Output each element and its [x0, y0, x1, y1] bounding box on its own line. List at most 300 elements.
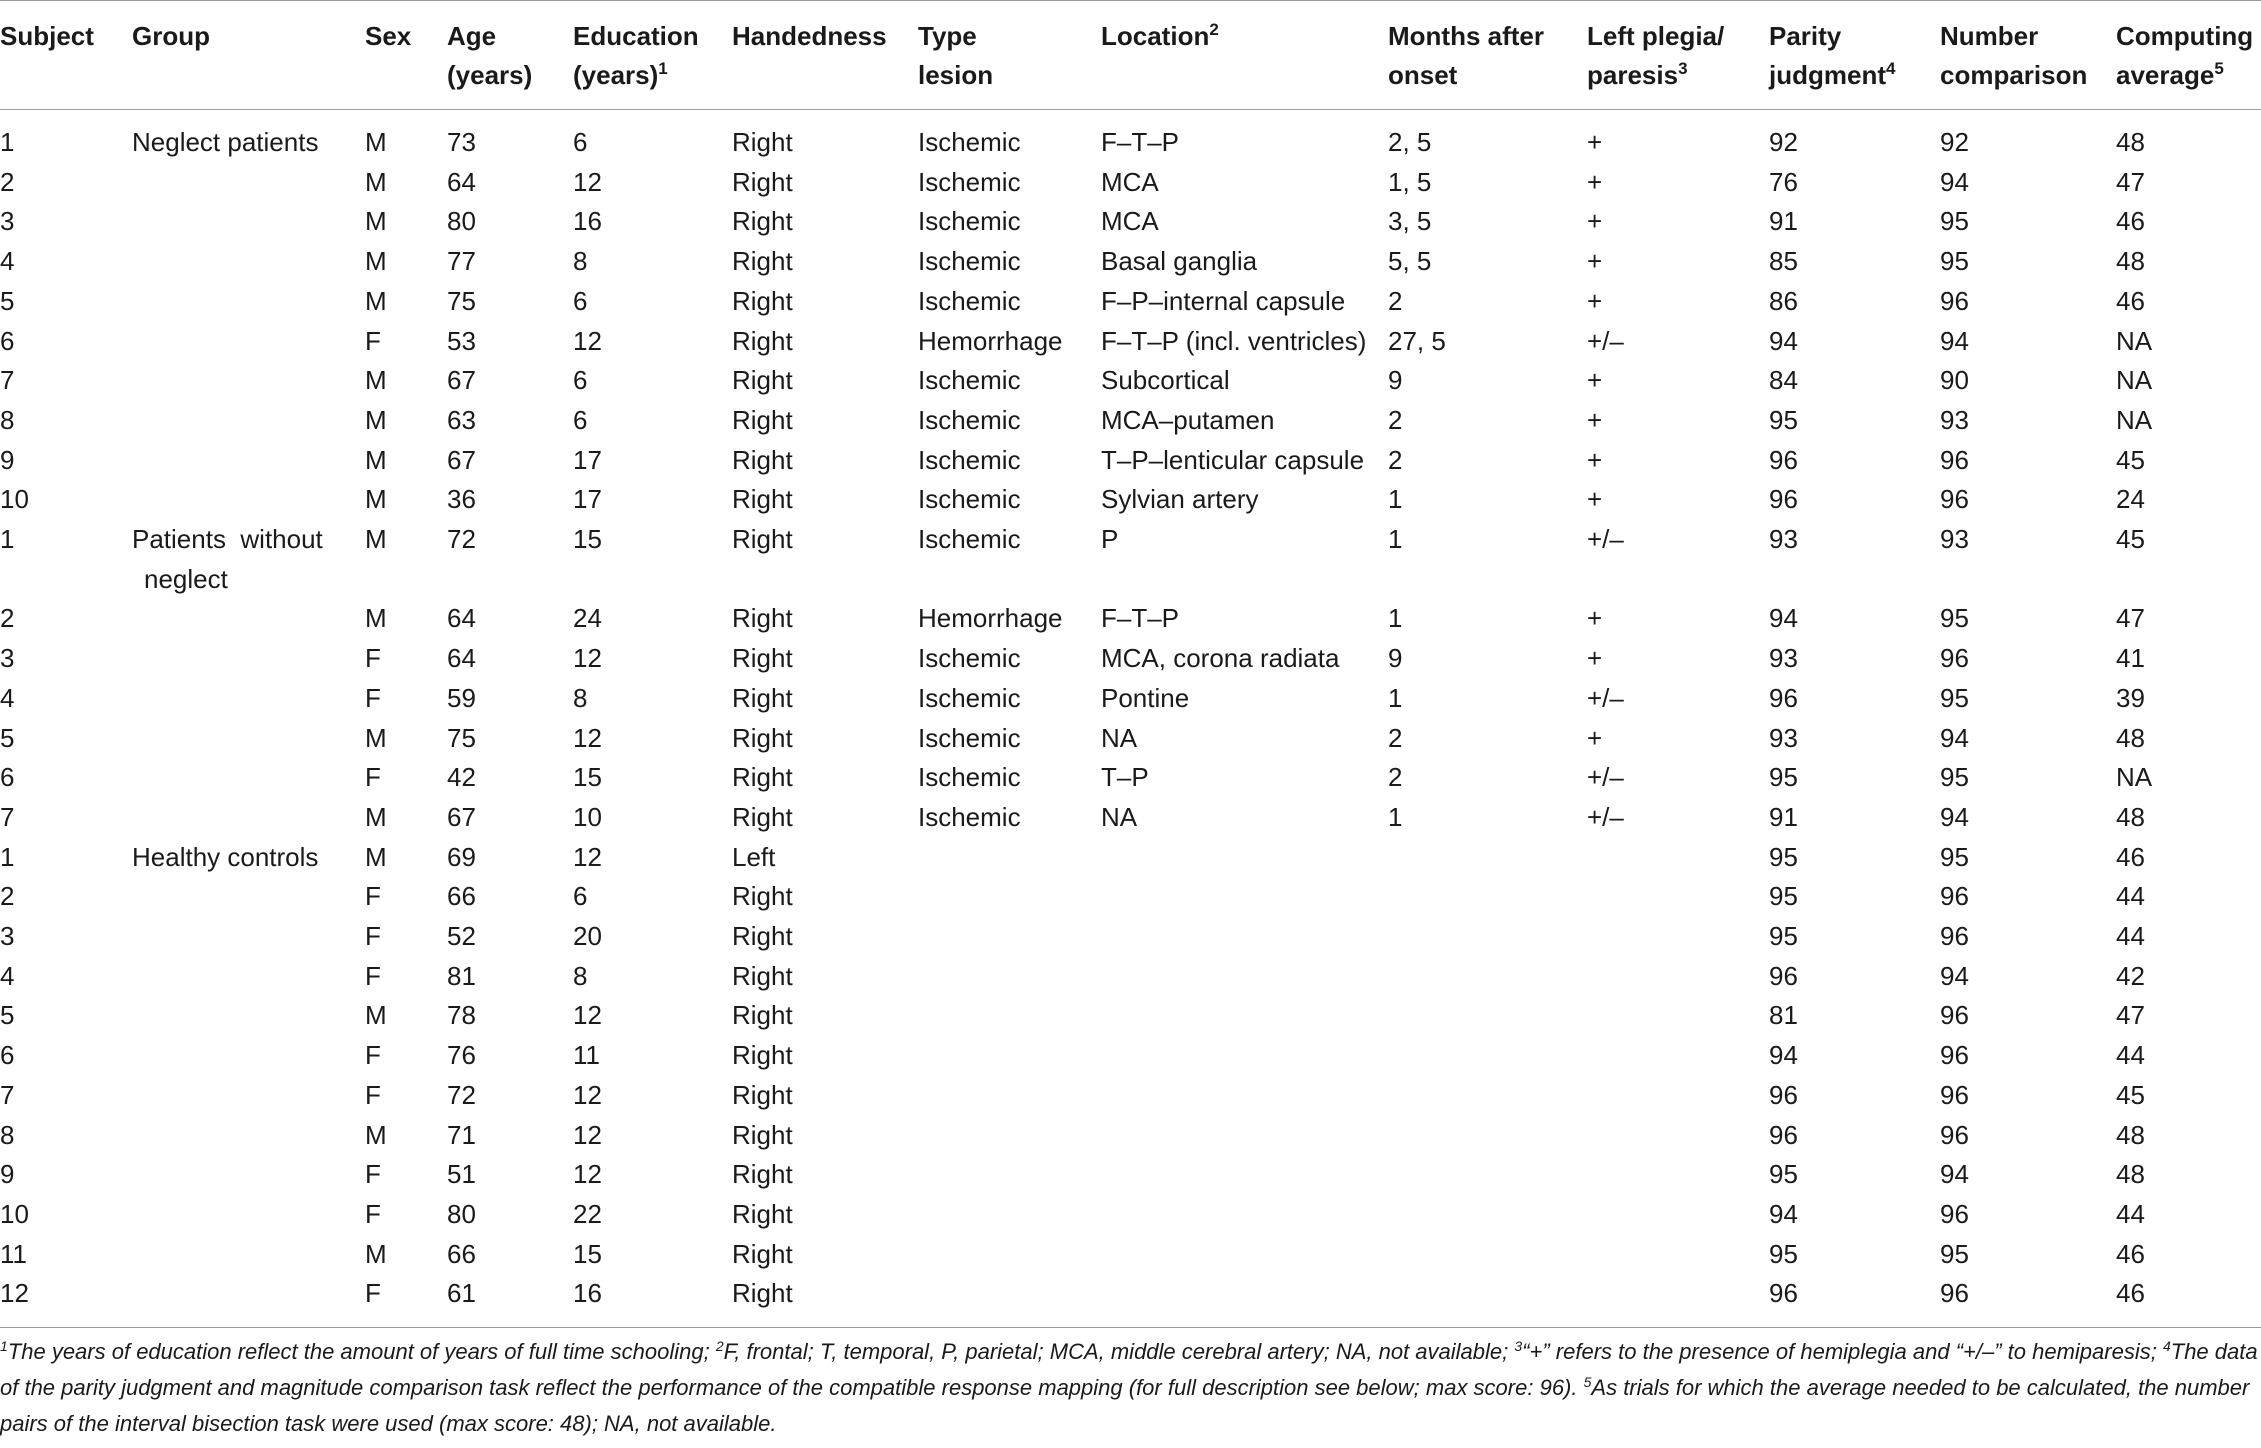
table-cell-sex: M	[365, 1238, 387, 1269]
table-cell-number-comparison: 96	[1940, 1278, 1969, 1309]
column-header-label: Number	[1940, 21, 2039, 51]
table-cell-education: 6	[573, 285, 588, 316]
table-cell-parity-judgment: 94	[1769, 325, 1798, 356]
table-cell-computing-average: 46	[2116, 206, 2145, 237]
table-cell-handedness: Right	[732, 1278, 793, 1309]
table-cell-handedness: Right	[732, 1159, 793, 1190]
table-cell-subject: 7	[0, 801, 15, 832]
table-cell-months-after-onset: 1	[1388, 682, 1403, 713]
table-cell-group	[132, 1274, 365, 1327]
table-cell-type-lesion	[918, 1235, 1101, 1275]
table-row	[0, 639, 2261, 679]
table-cell-number-comparison: 96	[1940, 1198, 1969, 1229]
table-cell-handedness: Right	[732, 960, 793, 991]
table-cell-months-after-onset	[1388, 1076, 1587, 1116]
column-header-location	[1101, 1, 1388, 110]
table-cell-location	[1101, 1235, 1388, 1275]
table-cell-months-after-onset	[1388, 877, 1587, 917]
table-row	[0, 957, 2261, 997]
column-header-computing-average	[2116, 1, 2261, 110]
table-row	[0, 401, 2261, 441]
table-cell-location	[1101, 877, 1388, 917]
table-cell-computing-average: 39	[2116, 682, 2145, 713]
table-cell-type-lesion: Ischemic	[918, 285, 1021, 316]
table-cell-computing-average: 48	[2116, 1119, 2145, 1150]
table-cell-months-after-onset	[1388, 957, 1587, 997]
table-cell-left-plegia-paresis: +	[1587, 206, 1603, 237]
table-cell-age: 66	[447, 1238, 476, 1269]
table-cell-type-lesion	[918, 1116, 1101, 1156]
table-cell-computing-average: 45	[2116, 1079, 2145, 1110]
table-cell-subject: 2	[0, 166, 15, 197]
table-cell-number-comparison: 94	[1940, 1159, 1969, 1190]
table-cell-sex: F	[365, 921, 381, 952]
table-row	[0, 1155, 2261, 1195]
table-cell-location	[1101, 1274, 1388, 1327]
table-row	[0, 1195, 2261, 1235]
table-cell-type-lesion: Ischemic	[918, 166, 1021, 197]
table-row	[0, 877, 2261, 917]
table-cell-computing-average: NA	[2116, 404, 2153, 435]
table-cell-number-comparison: 94	[1940, 166, 1969, 197]
table-cell-sex: M	[365, 166, 387, 197]
table-row	[0, 1036, 2261, 1076]
table-cell-computing-average: 41	[2116, 643, 2145, 674]
table-cell-group	[132, 242, 365, 282]
table-cell-education: 15	[573, 762, 602, 793]
table-cell-subject: 9	[0, 1159, 15, 1190]
table-cell-location	[1101, 1155, 1388, 1195]
table-cell-parity-judgment: 96	[1769, 1278, 1798, 1309]
table-cell-months-after-onset: 1, 5	[1388, 166, 1432, 197]
table-cell-group	[132, 877, 365, 917]
footnote-text: The data of the parity judgment and magnitude comparison task reflect the performance of the compatible response mapping (for full description see below; max score: 96).	[0, 1339, 2258, 1400]
table-cell-number-comparison: 96	[1940, 921, 1969, 952]
table-cell-left-plegia-paresis: +/–	[1587, 762, 1624, 793]
column-header-type-lesion	[918, 1, 1101, 110]
table-cell-computing-average: NA	[2116, 325, 2153, 356]
column-header-left-plegia-paresis	[1587, 1, 1769, 110]
table-cell-education: 20	[573, 921, 602, 952]
table-cell-handedness: Right	[732, 285, 793, 316]
table-cell-type-lesion: Ischemic	[918, 127, 1021, 157]
table-cell-handedness: Right	[732, 524, 793, 555]
table-row	[0, 838, 2261, 878]
table-cell-group	[132, 957, 365, 997]
table-cell-location	[1101, 1116, 1388, 1156]
table-cell-parity-judgment: 93	[1769, 643, 1798, 674]
table-cell-left-plegia-paresis: +	[1587, 285, 1603, 316]
column-header-age	[447, 1, 573, 110]
table-cell-months-after-onset	[1388, 1195, 1587, 1235]
table-cell-left-plegia-paresis: +/–	[1587, 524, 1624, 555]
table-cell-education: 15	[573, 1238, 602, 1269]
table-cell-group	[132, 758, 365, 798]
table-cell-age: 64	[447, 603, 476, 634]
table-cell-age: 72	[447, 524, 476, 555]
footnote-marker: 4	[2162, 1338, 2171, 1354]
table-cell-group	[132, 1076, 365, 1116]
table-cell-number-comparison: 95	[1940, 206, 1969, 237]
table-cell-left-plegia-paresis: +	[1587, 722, 1603, 753]
table-cell-left-plegia-paresis	[1587, 838, 1769, 878]
table-cell-age: 67	[447, 444, 476, 475]
table-cell-sex: M	[365, 206, 387, 237]
table-cell-number-comparison: 94	[1940, 960, 1969, 991]
table-cell-location: F–T–P	[1101, 127, 1180, 157]
column-header-label: lesion	[918, 60, 994, 90]
table-cell-type-lesion	[918, 1274, 1101, 1327]
table-cell-months-after-onset: 2	[1388, 762, 1403, 793]
table-cell-handedness: Right	[732, 643, 793, 674]
table-cell-education: 12	[573, 1119, 602, 1150]
column-header-label: comparison	[1940, 60, 2088, 90]
table-cell-education: 12	[573, 722, 602, 753]
table-cell-subject: 3	[0, 206, 15, 237]
table-cell-education: 22	[573, 1198, 602, 1229]
table-cell-left-plegia-paresis: +	[1587, 127, 1603, 157]
table-cell-handedness: Right	[732, 444, 793, 475]
table-cell-location: NA	[1101, 722, 1138, 753]
table-cell-group	[132, 322, 365, 362]
table-cell-parity-judgment: 96	[1769, 444, 1798, 475]
table-row	[0, 798, 2261, 838]
table-cell-education: 17	[573, 444, 602, 475]
table-cell-subject: 2	[0, 881, 15, 912]
table-cell-sex: M	[365, 444, 387, 475]
table-row	[0, 242, 2261, 282]
table-cell-subject: 6	[0, 1040, 15, 1071]
table-cell-age: 75	[447, 285, 476, 316]
table-cell-sex: M	[365, 801, 387, 832]
table-cell-left-plegia-paresis: +/–	[1587, 325, 1624, 356]
table-cell-sex: M	[365, 603, 387, 634]
table-cell-left-plegia-paresis	[1587, 1195, 1769, 1235]
footnote-marker: 3	[1678, 59, 1688, 78]
footnote-marker: 3	[1514, 1338, 1523, 1354]
table-cell-age: 75	[447, 722, 476, 753]
table-cell-number-comparison: 93	[1940, 404, 1969, 435]
table-cell-months-after-onset: 2	[1388, 285, 1403, 316]
table-cell-computing-average: 48	[2116, 246, 2145, 277]
table-cell-handedness: Right	[732, 484, 793, 515]
table-cell-education: 6	[573, 365, 588, 396]
table-cell-type-lesion: Ischemic	[918, 643, 1021, 674]
table-cell-handedness: Right	[732, 1198, 793, 1229]
table-cell-parity-judgment: 95	[1769, 881, 1798, 912]
table-cell-computing-average: 45	[2116, 444, 2145, 475]
table-cell-computing-average: 24	[2116, 484, 2145, 515]
table-cell-handedness: Left	[732, 841, 776, 872]
table-cell-number-comparison: 95	[1940, 246, 1969, 277]
table-cell-computing-average: 44	[2116, 1198, 2145, 1229]
table-cell-subject: 1	[0, 524, 15, 555]
column-header-label: Age	[447, 21, 497, 51]
table-cell-months-after-onset: 3, 5	[1388, 206, 1432, 237]
table-cell-location	[1101, 996, 1388, 1036]
column-header-label: onset	[1388, 60, 1458, 90]
table-cell-handedness: Right	[732, 206, 793, 237]
table-cell-left-plegia-paresis: +	[1587, 643, 1603, 674]
table-cell-age: 71	[447, 1119, 476, 1150]
table-cell-type-lesion	[918, 1036, 1101, 1076]
table-cell-education: 16	[573, 1278, 602, 1309]
column-header-parity-judgment	[1769, 1, 1940, 110]
table-cell-handedness: Right	[732, 404, 793, 435]
table-cell-left-plegia-paresis: +	[1587, 246, 1603, 277]
table-cell-age: 76	[447, 1040, 476, 1071]
column-header-label: Location	[1101, 21, 1210, 51]
table-cell-months-after-onset: 1	[1388, 484, 1403, 515]
table-cell-location: T–P–lenticular capsule	[1101, 444, 1365, 475]
table-cell-group	[132, 1116, 365, 1156]
table-cell-computing-average: 46	[2116, 285, 2145, 316]
table-cell-months-after-onset: 9	[1388, 365, 1403, 396]
table-cell-number-comparison: 94	[1940, 801, 1969, 832]
table-cell-sex: M	[365, 404, 387, 435]
table-cell-left-plegia-paresis: +/–	[1587, 801, 1624, 832]
table-cell-left-plegia-paresis: +	[1587, 166, 1603, 197]
table-cell-group: Healthy controls	[132, 841, 319, 872]
footnote-marker: 2	[715, 1338, 724, 1354]
table-cell-type-lesion: Ischemic	[918, 365, 1021, 396]
table-cell-age: 69	[447, 841, 476, 872]
table-cell-computing-average: 48	[2116, 801, 2145, 832]
table-cell-computing-average: 42	[2116, 960, 2145, 991]
table-cell-education: 12	[573, 1000, 602, 1031]
table-cell-age: 67	[447, 801, 476, 832]
table-cell-type-lesion	[918, 877, 1101, 917]
table-cell-sex: F	[365, 682, 381, 713]
table-cell-number-comparison: 95	[1940, 1238, 1969, 1269]
table-cell-parity-judgment: 94	[1769, 1198, 1798, 1229]
table-cell-handedness: Right	[732, 325, 793, 356]
table-cell-computing-average: 44	[2116, 1040, 2145, 1071]
table-cell-sex: F	[365, 1159, 381, 1190]
table-cell-subject: 9	[0, 444, 15, 475]
table-cell-location	[1101, 1076, 1388, 1116]
table-cell-computing-average: 47	[2116, 166, 2145, 197]
table-cell-age: 36	[447, 484, 476, 515]
table-cell-education: 6	[573, 127, 588, 157]
table-cell-type-lesion	[918, 957, 1101, 997]
table-cell-sex: F	[365, 1278, 381, 1309]
footnote-text: The years of education reflect the amount of years of full time schooling;	[7, 1339, 716, 1364]
table-cell-type-lesion: Hemorrhage	[918, 603, 1063, 634]
table-cell-age: 51	[447, 1159, 476, 1190]
column-header-label: Left plegia/	[1587, 21, 1725, 51]
table-row	[0, 520, 2261, 599]
table-cell-type-lesion: Ischemic	[918, 722, 1021, 753]
table-cell-education: 8	[573, 960, 588, 991]
table-cell-education: 12	[573, 166, 602, 197]
table-cell-group	[132, 1235, 365, 1275]
table-cell-type-lesion	[918, 1155, 1101, 1195]
footnote-marker: 2	[1209, 20, 1219, 39]
table-cell-type-lesion: Ischemic	[918, 524, 1021, 555]
table-cell-handedness: Right	[732, 166, 793, 197]
table-cell-left-plegia-paresis	[1587, 1235, 1769, 1275]
table-cell-computing-average: 47	[2116, 603, 2145, 634]
table-cell-subject: 4	[0, 246, 15, 277]
table-cell-location: Subcortical	[1101, 365, 1230, 396]
table-cell-group	[132, 1036, 365, 1076]
column-header-subject	[0, 1, 132, 110]
table-cell-type-lesion: Ischemic	[918, 206, 1021, 237]
table-cell-location: MCA, corona radiata	[1101, 643, 1340, 674]
table-cell-handedness: Right	[732, 1000, 793, 1031]
column-header-label: Handedness	[732, 21, 887, 51]
table-cell-number-comparison: 94	[1940, 325, 1969, 356]
table-cell-group	[132, 719, 365, 759]
column-header-number-comparison	[1940, 1, 2116, 110]
table-cell-group	[132, 679, 365, 719]
table-cell-location	[1101, 838, 1388, 878]
table-row	[0, 679, 2261, 719]
table-cell-months-after-onset: 5, 5	[1388, 246, 1432, 277]
table-cell-group	[132, 996, 365, 1036]
table-cell-group	[132, 441, 365, 481]
table-cell-location: T–P	[1101, 762, 1149, 793]
table-cell-parity-judgment: 95	[1769, 762, 1798, 793]
table-cell-parity-judgment: 96	[1769, 682, 1798, 713]
table-cell-sex: M	[365, 841, 387, 872]
table-cell-age: 80	[447, 206, 476, 237]
table-cell-sex: M	[365, 246, 387, 277]
table-cell-type-lesion: Ischemic	[918, 762, 1021, 793]
table-cell-left-plegia-paresis: +	[1587, 444, 1603, 475]
table-cell-group	[132, 361, 365, 401]
table-cell-age: 80	[447, 1198, 476, 1229]
table-cell-education: 6	[573, 404, 588, 435]
table-cell-left-plegia-paresis	[1587, 877, 1769, 917]
table-cell-subject: 3	[0, 921, 15, 952]
table-cell-computing-average: 46	[2116, 1278, 2145, 1309]
table-cell-age: 77	[447, 246, 476, 277]
table-cell-number-comparison: 93	[1940, 524, 1969, 555]
table-cell-months-after-onset: 2	[1388, 444, 1403, 475]
table-cell-education: 12	[573, 1079, 602, 1110]
column-header-education	[573, 1, 732, 110]
table-row	[0, 282, 2261, 322]
table-cell-parity-judgment: 76	[1769, 166, 1798, 197]
table-cell-handedness: Right	[732, 1119, 793, 1150]
table-cell-computing-average: 44	[2116, 921, 2145, 952]
table-cell-education: 16	[573, 206, 602, 237]
table-cell-location: Sylvian artery	[1101, 484, 1259, 515]
table-cell-number-comparison: 95	[1940, 841, 1969, 872]
table-cell-age: 67	[447, 365, 476, 396]
table-cell-months-after-onset	[1388, 838, 1587, 878]
table-cell-number-comparison: 95	[1940, 682, 1969, 713]
table-cell-handedness: Right	[732, 682, 793, 713]
table-cell-sex: F	[365, 762, 381, 793]
table-cell-type-lesion: Ischemic	[918, 444, 1021, 475]
table-cell-group	[132, 401, 365, 441]
table-cell-number-comparison: 95	[1940, 603, 1969, 634]
table-cell-handedness: Right	[732, 722, 793, 753]
table-cell-location	[1101, 1036, 1388, 1076]
table-cell-subject: 10	[0, 1198, 29, 1229]
column-header-label: Months after	[1388, 21, 1544, 51]
table-cell-handedness: Right	[732, 1238, 793, 1269]
table-cell-location: NA	[1101, 801, 1138, 832]
table-cell-subject: 5	[0, 722, 15, 753]
table-cell-age: 66	[447, 881, 476, 912]
table-cell-type-lesion: Hemorrhage	[918, 325, 1063, 356]
column-header-label: Parity	[1769, 21, 1842, 51]
table-cell-number-comparison: 95	[1940, 762, 1969, 793]
table-cell-subject: 6	[0, 325, 15, 356]
table-cell-age: 53	[447, 325, 476, 356]
table-cell-location: Pontine	[1101, 682, 1190, 713]
footnote-marker: 1	[658, 59, 668, 78]
table-cell-parity-judgment: 84	[1769, 365, 1798, 396]
table-cell-education: 12	[573, 643, 602, 674]
table-cell-subject: 3	[0, 643, 15, 674]
table-row	[0, 1274, 2261, 1327]
table-cell-type-lesion: Ischemic	[918, 246, 1021, 277]
table-cell-left-plegia-paresis	[1587, 917, 1769, 957]
table-cell-type-lesion: Ischemic	[918, 404, 1021, 435]
table-cell-subject: 6	[0, 762, 15, 793]
table-cell-education: 8	[573, 246, 588, 277]
table-cell-parity-judgment: 96	[1769, 484, 1798, 515]
table-footnote	[0, 1334, 2261, 1442]
table-cell-location: F–T–P	[1101, 603, 1180, 634]
table-cell-months-after-onset	[1388, 1235, 1587, 1275]
table-cell-computing-average: NA	[2116, 762, 2153, 793]
table-cell-group	[132, 163, 365, 203]
table-cell-education: 6	[573, 881, 588, 912]
table-cell-number-comparison: 92	[1940, 127, 1969, 157]
table-cell-sex: F	[365, 1079, 381, 1110]
table-cell-number-comparison: 96	[1940, 285, 1969, 316]
table-cell-type-lesion	[918, 838, 1101, 878]
column-header-label: Sex	[365, 21, 412, 51]
table-cell-age: 78	[447, 1000, 476, 1031]
table-cell-subject: 7	[0, 365, 15, 396]
table-cell-age: 42	[447, 762, 476, 793]
table-cell-age: 52	[447, 921, 476, 952]
table-cell-sex: F	[365, 960, 381, 991]
table-cell-group	[132, 480, 365, 520]
table-cell-left-plegia-paresis	[1587, 1155, 1769, 1195]
table-body	[0, 110, 2261, 1328]
table-row	[0, 719, 2261, 759]
table-cell-education: 24	[573, 603, 602, 634]
table-cell-months-after-onset	[1388, 1036, 1587, 1076]
table-cell-group	[132, 599, 365, 639]
table-cell-parity-judgment: 85	[1769, 246, 1798, 277]
table-cell-number-comparison: 96	[1940, 1079, 1969, 1110]
table-cell-location: Basal ganglia	[1101, 246, 1258, 277]
table-cell-parity-judgment: 91	[1769, 801, 1798, 832]
table-cell-education: 12	[573, 1159, 602, 1190]
table-cell-left-plegia-paresis: +	[1587, 404, 1603, 435]
table-cell-sex: F	[365, 643, 381, 674]
column-header-label: paresis	[1587, 60, 1679, 90]
table-cell-parity-judgment: 86	[1769, 285, 1798, 316]
table-cell-handedness: Right	[732, 365, 793, 396]
table-cell-computing-average: 46	[2116, 1238, 2145, 1269]
table-row	[0, 917, 2261, 957]
table-cell-number-comparison: 94	[1940, 722, 1969, 753]
table-cell-education: 11	[573, 1040, 600, 1071]
table-cell-computing-average: 47	[2116, 1000, 2145, 1031]
table-cell-parity-judgment: 91	[1769, 206, 1798, 237]
table-cell-subject: 2	[0, 603, 15, 634]
